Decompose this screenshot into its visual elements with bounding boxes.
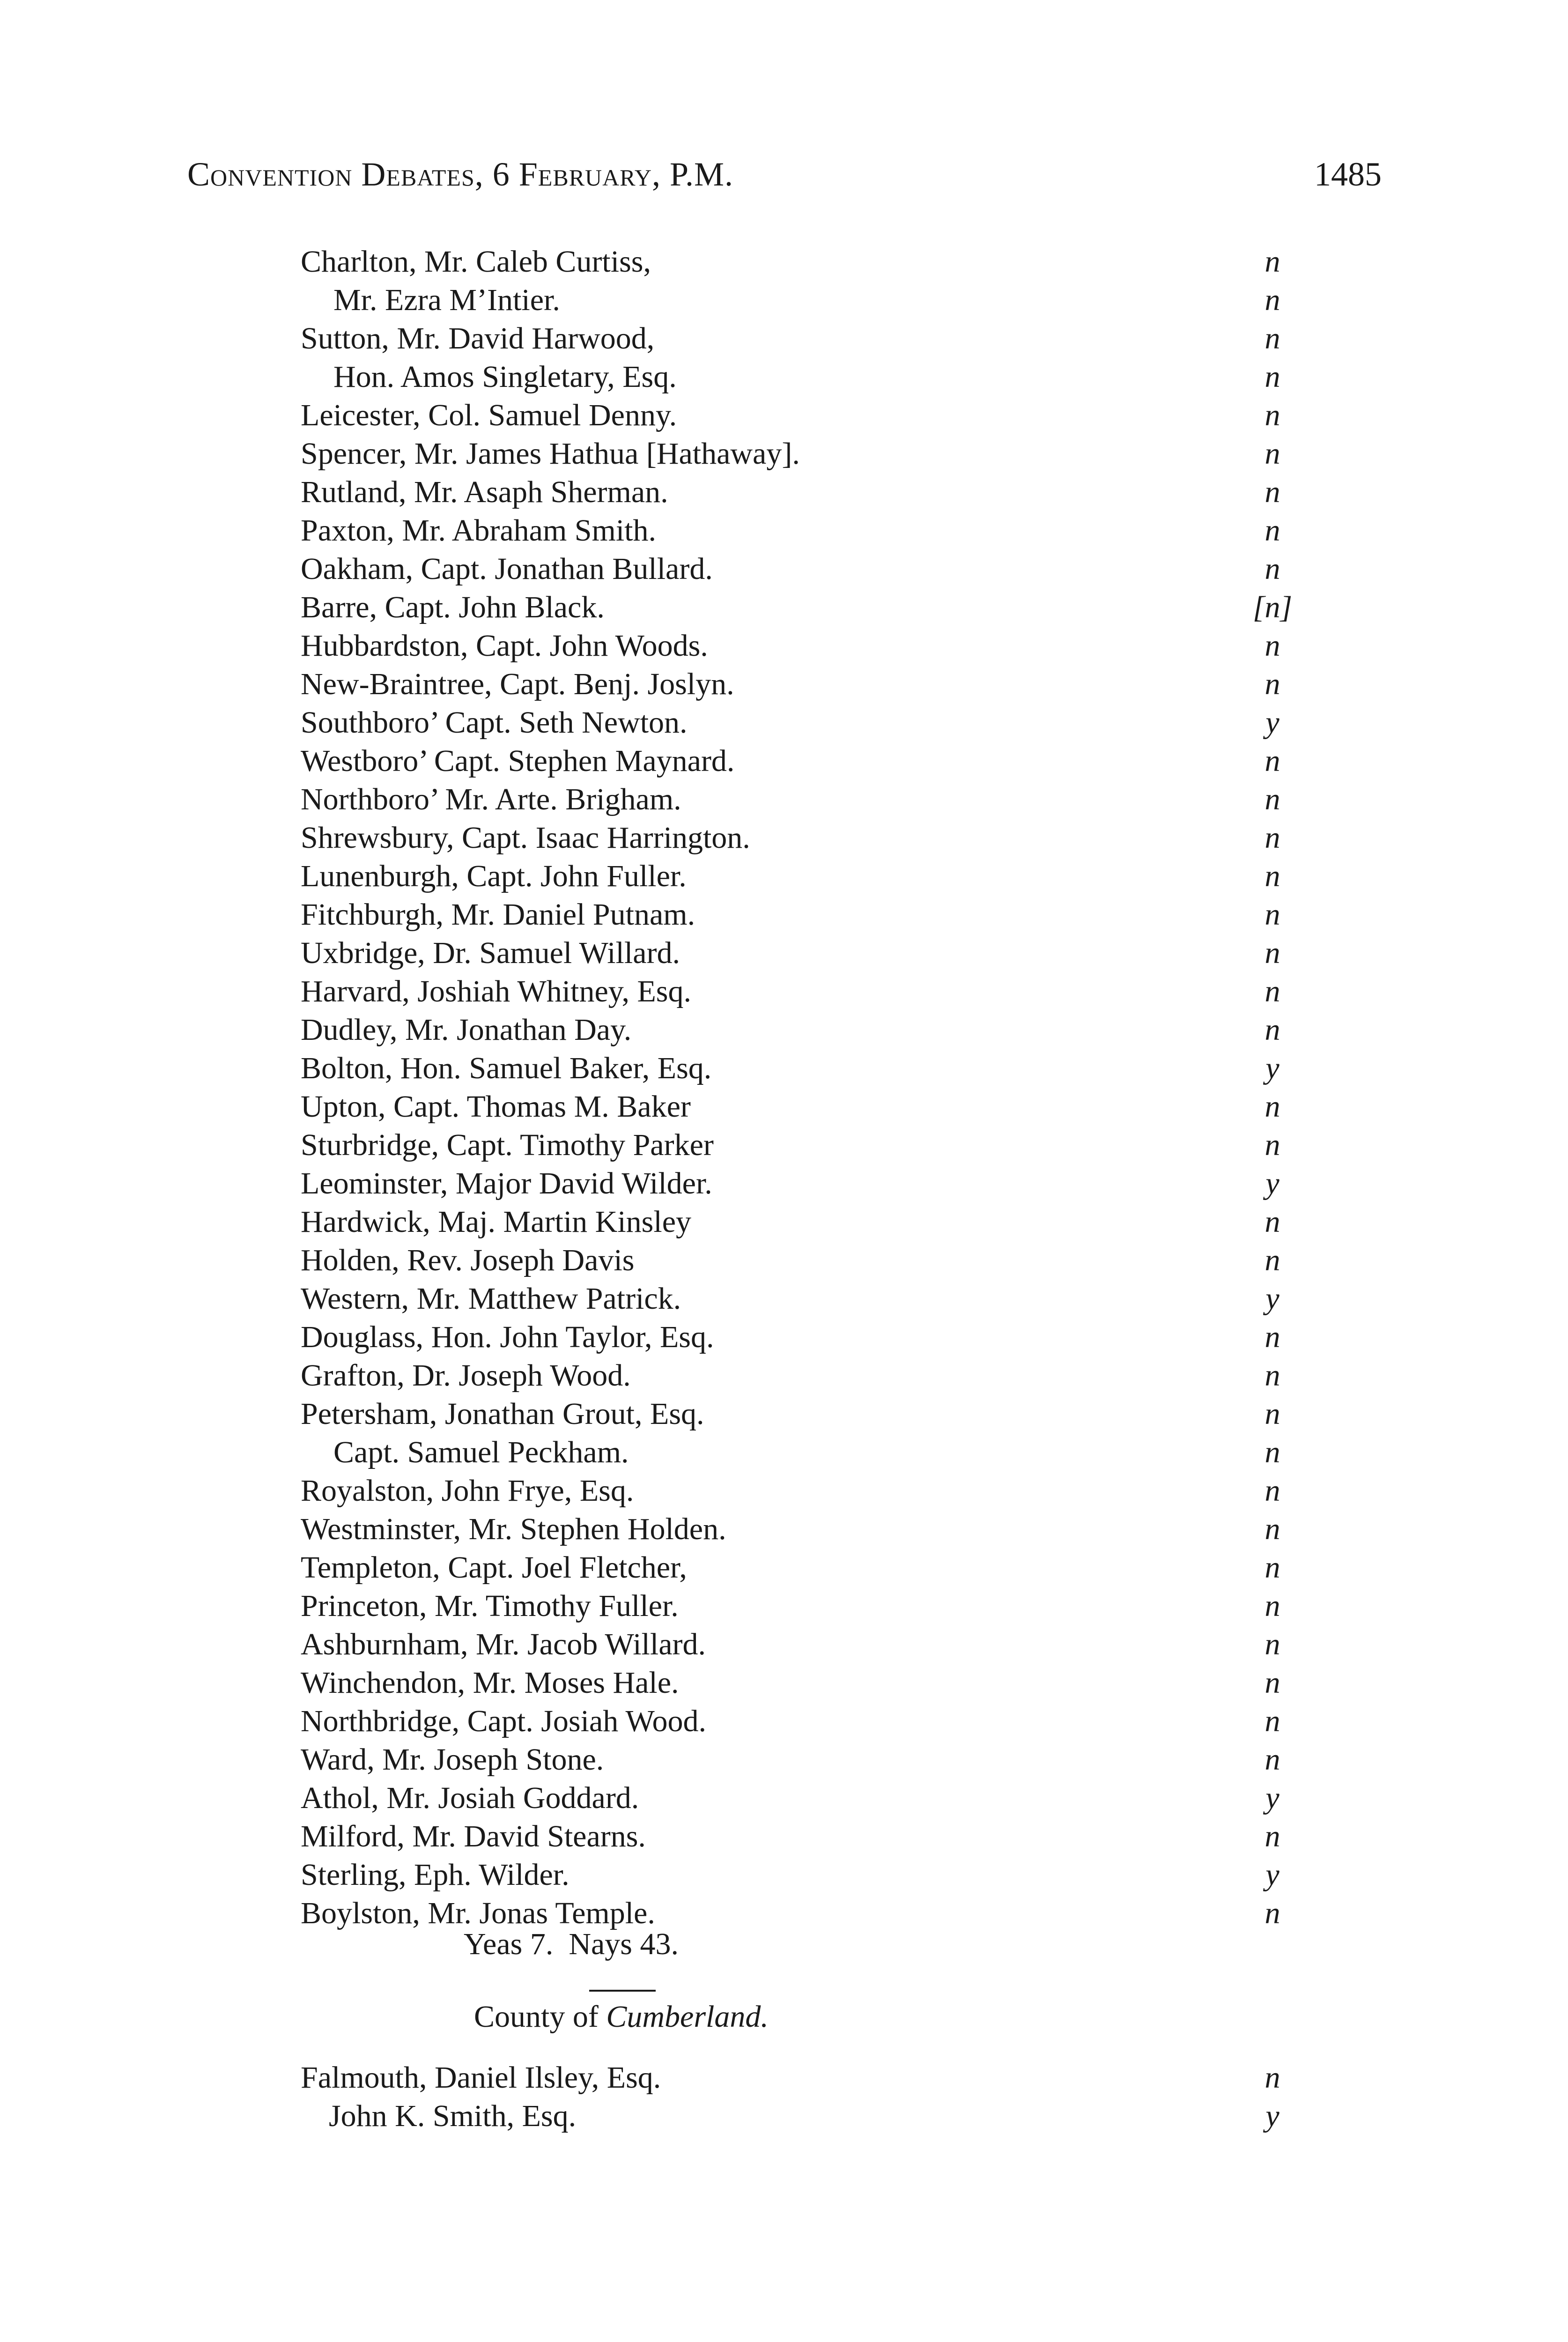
vote-row bbox=[301, 1241, 1317, 1280]
vote-row bbox=[301, 1779, 1317, 1817]
delegate-name: Capt. Samuel Peckham. bbox=[333, 1435, 629, 1469]
vote-row bbox=[301, 281, 1317, 319]
vote-mark: n bbox=[1265, 437, 1280, 471]
vote-mark: n bbox=[1265, 1589, 1280, 1623]
vote-mark: n bbox=[1265, 1320, 1280, 1354]
vote-mark: n bbox=[1265, 744, 1280, 778]
vote-mark: n bbox=[1265, 974, 1280, 1008]
delegate-name: Lunenburgh, Capt. John Fuller. bbox=[301, 859, 687, 893]
vote-mark: n bbox=[1265, 1128, 1280, 1162]
vote-row bbox=[301, 780, 1317, 819]
vote-mark: n bbox=[1265, 1397, 1280, 1431]
vote-mark: n bbox=[1265, 321, 1280, 356]
vote-mark: n bbox=[1265, 360, 1280, 394]
vote-mark: n bbox=[1265, 1243, 1280, 1277]
section-divider bbox=[589, 1990, 656, 1992]
vote-row bbox=[301, 511, 1317, 550]
vote-row bbox=[301, 1894, 1317, 1933]
delegate-name: Princeton, Mr. Timothy Fuller. bbox=[301, 1589, 679, 1623]
vote-mark: n bbox=[1265, 283, 1280, 317]
delegate-name: Northboro’ Mr. Arte. Brigham. bbox=[301, 782, 681, 816]
running-head: Convention Debates, 6 February, P.M. bbox=[187, 156, 734, 193]
vote-mark: n bbox=[1265, 936, 1280, 970]
vote-mark: n bbox=[1265, 1742, 1280, 1777]
vote-row bbox=[301, 435, 1317, 473]
delegate-name: Petersham, Jonathan Grout, Esq. bbox=[301, 1397, 704, 1431]
vote-mark: n bbox=[1265, 629, 1280, 663]
delegate-name: Hubbardston, Capt. John Woods. bbox=[301, 629, 708, 663]
delegate-name: Charlton, Mr. Caleb Curtiss, bbox=[301, 245, 651, 279]
vote-mark: n bbox=[1265, 1205, 1280, 1239]
vote-row bbox=[301, 2059, 1317, 2097]
vote-mark: n bbox=[1265, 245, 1280, 279]
delegate-name: Winchendon, Mr. Moses Hale. bbox=[301, 1666, 679, 1700]
vote-mark: n bbox=[1265, 1896, 1280, 1930]
vote-row bbox=[301, 742, 1317, 780]
delegate-name: Harvard, Joshiah Whitney, Esq. bbox=[301, 974, 691, 1008]
delegate-name: Sutton, Mr. David Harwood, bbox=[301, 321, 655, 356]
delegate-name: Bolton, Hon. Samuel Baker, Esq. bbox=[301, 1051, 712, 1085]
vote-row bbox=[301, 704, 1317, 742]
delegate-name: Sturbridge, Capt. Timothy Parker bbox=[301, 1128, 714, 1162]
vote-row bbox=[301, 1318, 1317, 1356]
vote-row bbox=[301, 1587, 1317, 1625]
vote-mark: n bbox=[1265, 552, 1280, 586]
vote-row bbox=[301, 1126, 1317, 1164]
delegate-name: Milford, Mr. David Stearns. bbox=[301, 1819, 646, 1853]
delegate-name: Sterling, Eph. Wilder. bbox=[301, 1858, 570, 1892]
delegate-name: Douglass, Hon. John Taylor, Esq. bbox=[301, 1320, 714, 1354]
county-prefix: County of bbox=[474, 2000, 606, 2034]
vote-mark: n bbox=[1265, 1627, 1280, 1661]
vote-mark: n bbox=[1265, 1819, 1280, 1853]
vote-mark: n bbox=[1265, 398, 1280, 432]
vote-row bbox=[301, 934, 1317, 972]
county-heading bbox=[474, 1998, 769, 2036]
vote-mark: y bbox=[1265, 2099, 1280, 2133]
delegate-name: Westminster, Mr. Stephen Holden. bbox=[301, 1512, 726, 1546]
vote-row bbox=[301, 1395, 1317, 1433]
vote-row bbox=[301, 588, 1317, 627]
vote-row bbox=[301, 1433, 1317, 1472]
vote-row bbox=[301, 896, 1317, 934]
vote-row bbox=[301, 627, 1317, 665]
vote-mark: n bbox=[1265, 782, 1280, 816]
vote-mark: n bbox=[1265, 1435, 1280, 1469]
delegate-name: Ashburnham, Mr. Jacob Willard. bbox=[301, 1627, 706, 1661]
vote-mark: n bbox=[1265, 897, 1280, 932]
delegate-name: Oakham, Capt. Jonathan Bullard. bbox=[301, 552, 713, 586]
vote-row bbox=[301, 857, 1317, 896]
delegate-name: Westboro’ Capt. Stephen Maynard. bbox=[301, 744, 735, 778]
vote-mark: y bbox=[1265, 1858, 1280, 1892]
vote-mark: n bbox=[1265, 1704, 1280, 1738]
vote-row bbox=[301, 1011, 1317, 1049]
delegate-name: Southboro’ Capt. Seth Newton. bbox=[301, 705, 688, 740]
vote-mark: n bbox=[1265, 1512, 1280, 1546]
vote-mark: y bbox=[1265, 1051, 1280, 1085]
vote-row bbox=[301, 243, 1317, 281]
delegate-name: Hardwick, Maj. Martin Kinsley bbox=[301, 1205, 691, 1239]
delegate-name: Spencer, Mr. James Hathua [Hathaway]. bbox=[301, 437, 800, 471]
delegate-name: Ward, Mr. Joseph Stone. bbox=[301, 1742, 604, 1777]
delegate-name: Templeton, Capt. Joel Fletcher, bbox=[301, 1550, 687, 1585]
vote-row bbox=[301, 1625, 1317, 1664]
delegate-name: Grafton, Dr. Joseph Wood. bbox=[301, 1358, 631, 1393]
vote-list bbox=[301, 243, 1317, 1933]
delegate-name: Rutland, Mr. Asaph Sherman. bbox=[301, 475, 668, 509]
vote-list-cumberland bbox=[301, 2059, 1317, 2135]
delegate-name: Uxbridge, Dr. Samuel Willard. bbox=[301, 936, 680, 970]
delegate-name: Upton, Capt. Thomas M. Baker bbox=[301, 1089, 691, 1124]
vote-row bbox=[301, 1356, 1317, 1395]
vote-row bbox=[301, 396, 1317, 435]
vote-row bbox=[301, 1664, 1317, 1702]
delegate-name: John K. Smith, Esq. bbox=[329, 2099, 577, 2133]
vote-row bbox=[301, 972, 1317, 1011]
vote-mark: n bbox=[1265, 1550, 1280, 1585]
delegate-name: Athol, Mr. Josiah Goddard. bbox=[301, 1781, 639, 1815]
vote-row bbox=[301, 1856, 1317, 1894]
delegate-name: Hon. Amos Singletary, Esq. bbox=[333, 360, 677, 394]
delegate-name: Boylston, Mr. Jonas Temple. bbox=[301, 1896, 655, 1930]
vote-row bbox=[301, 1088, 1317, 1126]
vote-row bbox=[301, 319, 1317, 358]
vote-mark: n bbox=[1265, 667, 1280, 701]
vote-row bbox=[301, 473, 1317, 511]
vote-mark: n bbox=[1265, 1358, 1280, 1393]
delegate-name: Mr. Ezra M’Intier. bbox=[333, 283, 560, 317]
delegate-name: Shrewsbury, Capt. Isaac Harrington. bbox=[301, 821, 750, 855]
vote-row bbox=[301, 1164, 1317, 1203]
delegate-name: Barre, Capt. John Black. bbox=[301, 590, 605, 624]
vote-row bbox=[301, 1741, 1317, 1779]
vote-totals: Yeas 7. Nays 43. bbox=[464, 1927, 679, 1961]
vote-row bbox=[301, 1817, 1317, 1856]
delegate-name: Fitchburgh, Mr. Daniel Putnam. bbox=[301, 897, 695, 932]
delegate-name: Falmouth, Daniel Ilsley, Esq. bbox=[301, 2060, 661, 2095]
delegate-name: New-Braintree, Capt. Benj. Joslyn. bbox=[301, 667, 734, 701]
vote-mark: n bbox=[1265, 859, 1280, 893]
vote-mark: y bbox=[1265, 705, 1280, 740]
vote-mark: n bbox=[1265, 1013, 1280, 1047]
vote-row bbox=[301, 1049, 1317, 1088]
page-number: 1485 bbox=[1314, 156, 1382, 193]
vote-row bbox=[301, 1702, 1317, 1741]
delegate-name: Leicester, Col. Samuel Denny. bbox=[301, 398, 677, 432]
vote-mark: y bbox=[1265, 1282, 1280, 1316]
vote-mark: [n] bbox=[1252, 590, 1293, 624]
vote-mark: n bbox=[1265, 1089, 1280, 1124]
vote-mark: n bbox=[1265, 513, 1280, 548]
vote-mark: n bbox=[1265, 2060, 1280, 2095]
vote-mark: n bbox=[1265, 821, 1280, 855]
delegate-name: Western, Mr. Matthew Patrick. bbox=[301, 1282, 681, 1316]
delegate-name: Holden, Rev. Joseph Davis bbox=[301, 1243, 635, 1277]
vote-row bbox=[301, 358, 1317, 396]
delegate-name: Northbridge, Capt. Josiah Wood. bbox=[301, 1704, 707, 1738]
vote-row bbox=[301, 550, 1317, 588]
vote-mark: y bbox=[1265, 1781, 1280, 1815]
delegate-name: Royalston, John Frye, Esq. bbox=[301, 1474, 634, 1508]
vote-row bbox=[301, 2097, 1317, 2135]
vote-mark: n bbox=[1265, 1474, 1280, 1508]
vote-row bbox=[301, 1472, 1317, 1510]
vote-row bbox=[301, 1203, 1317, 1241]
vote-row bbox=[301, 819, 1317, 857]
vote-mark: n bbox=[1265, 475, 1280, 509]
delegate-name: Leominster, Major David Wilder. bbox=[301, 1166, 712, 1201]
vote-row bbox=[301, 1510, 1317, 1549]
vote-row bbox=[301, 665, 1317, 704]
county-name: Cumberland. bbox=[606, 2000, 769, 2034]
delegate-name: Dudley, Mr. Jonathan Day. bbox=[301, 1013, 632, 1047]
vote-mark: n bbox=[1265, 1666, 1280, 1700]
vote-row bbox=[301, 1280, 1317, 1318]
delegate-name: Paxton, Mr. Abraham Smith. bbox=[301, 513, 656, 548]
vote-row bbox=[301, 1549, 1317, 1587]
vote-mark: y bbox=[1265, 1166, 1280, 1201]
